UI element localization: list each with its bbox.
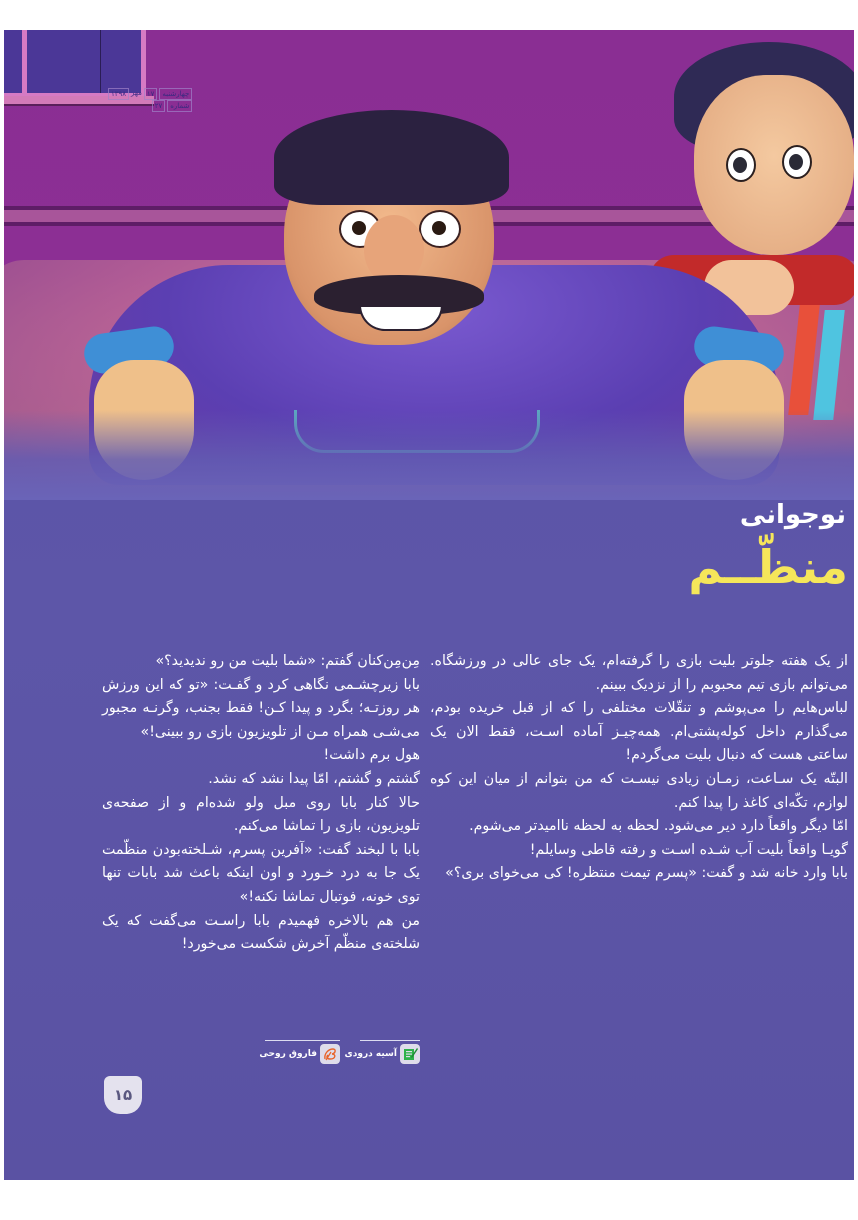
paragraph: بابا زیرچشـمی نگاهی کرد و گفـت: «تو که این ورزش هر روزتـه؛ بگرد و پیدا کـن! فقط بجنب، وگرنـه مجبور می‌شـی همراه مـن از تلویزیون بازی رو ببینی!» [102, 676, 420, 740]
masthead-date-month: مهر [131, 89, 142, 97]
article-column-right [430, 650, 848, 886]
story-title: منظّــم [688, 540, 848, 594]
dad-smile [359, 305, 443, 331]
article-column-left [102, 650, 420, 957]
masthead-date-day: ۱۷ [144, 88, 158, 100]
credits [240, 1042, 420, 1072]
story-illustration [4, 30, 854, 500]
boy-eye [782, 145, 812, 179]
paragraph: من هم بالاخره فهمیدم بابا راسـت می‌گفت که یک شلخته‌ی منظّم آخرش شکست می‌خورد! [102, 912, 420, 953]
masthead-day: چهارشنبه [159, 88, 192, 100]
masthead [108, 88, 192, 112]
paragraph: گویـا واقعاً بلیت آب شـده اسـت و رفته قاطی وسایلم! [529, 841, 848, 858]
boy-face [694, 75, 854, 255]
section-label: نوجوانی [739, 500, 846, 530]
masthead-issue-label: شماره [167, 100, 192, 112]
dad-hair [274, 110, 509, 205]
paragraph: از یک هفته جلوتر بلیت بازی را گرفته‌ام، یک جای عالی در ورزشگاه. می‌توانم بازی تیم محبوبم را از نزدیک ببینم. [430, 653, 848, 693]
masthead-date-year: ۱۳۹۸ [108, 88, 129, 100]
dad-eye [419, 210, 461, 248]
writer-name: آسیه درودی [344, 1049, 397, 1059]
paragraph: بابا وارد خانه شد و گفت: «پسرم تیمت منتظره! کی می‌خوای بری؟» [445, 865, 848, 882]
paragraph: امّا دیگر واقعاً دارد دیر می‌شود. لحظه به لحظه ناامیدتر می‌شوم. [469, 818, 848, 835]
pen-paper-icon [400, 1044, 420, 1064]
paragraph: لباس‌هایم را می‌پوشم و تنقّلات مختلفی را که از قبل خریده بودم، می‌گذارم داخل کوله‌پشتی‌ام. همه‌چیـز آماده اسـت، فقط الان یک ساعتی هست که دنبال بلیت می‌گردم! [430, 700, 848, 764]
boy-eye [726, 148, 756, 182]
magazine-page [4, 30, 854, 1180]
paragraph: گشتم و گشتم، امّا پیدا نشد که نشد. [208, 770, 420, 787]
paragraph: بابا با لبخند گفت: «آفرین پسرم، شـلخته‌بودن منظّمت یک جا به درد خـورد و اون اینکه باعث شد بابات تنها توی خونه، فوتبال تماشا نکنه!» [102, 841, 420, 905]
page-number: ۱۵ [104, 1076, 142, 1114]
brush-signature-icon [320, 1044, 340, 1064]
illustrator-credit [259, 1044, 340, 1064]
paragraph: حالا کنار بابا روی مبل ولو شده‌ام و از صفحه‌ی تلویزیون، بازی را تماشا می‌کنم. [102, 794, 420, 835]
paragraph: البتّه یک سـاعت، زمـان زیادی نیسـت که من بتوانم از میان این کوه لوازم، تکّه‌ای کاغذ را پیدا کنم. [430, 770, 848, 811]
illustrator-name: فاروق روحی [259, 1049, 317, 1059]
masthead-issue-number: ۲۷ [152, 100, 166, 112]
writer-credit [345, 1044, 420, 1064]
paragraph: هول برم داشت! [323, 747, 420, 764]
paragraph: مِن‌مِن‌کنان گفتم: «شما بلیت من رو ندیدید؟» [155, 653, 420, 669]
